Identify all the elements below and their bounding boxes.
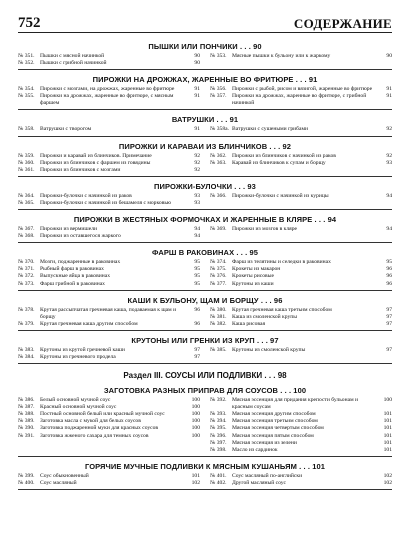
page-ref: 92	[194, 159, 200, 166]
page-ref: 91	[386, 93, 392, 100]
page-ref: 91	[194, 86, 200, 93]
recipe-number: № 392.	[210, 397, 227, 404]
recipe-number: № 391.	[18, 432, 35, 439]
recipe-title: Масло из сардинок	[232, 446, 278, 453]
column-left	[18, 473, 200, 487]
column-left	[18, 307, 200, 328]
column-left	[18, 53, 200, 67]
page-ref: 93	[386, 159, 392, 166]
page-ref: 102	[383, 472, 392, 479]
column-left	[18, 397, 200, 454]
toc-entry	[18, 281, 200, 288]
section-columns	[18, 53, 392, 70]
toc-entry	[210, 226, 392, 233]
section-title: КРУТОНЫ ИЛИ ГРЕНКИ ИЗ КРУП . . . 97	[131, 335, 279, 345]
page-ref: 102	[383, 479, 392, 486]
running-head: СОДЕРЖАНИЕ	[293, 16, 392, 31]
recipe-number: № 358.	[18, 126, 35, 133]
recipe-title: Крутая гречневая каша другим способом	[40, 320, 138, 327]
recipe-number: № 400.	[18, 479, 35, 486]
page-ref: 101	[383, 432, 392, 439]
toc-entry	[210, 473, 392, 480]
recipe-number: № 353.	[210, 53, 227, 59]
page-ref: 95	[194, 266, 200, 273]
section-columns	[18, 193, 392, 210]
toc-section	[18, 211, 392, 243]
page-ref: 102	[191, 479, 200, 486]
page-ref: 93	[194, 192, 200, 199]
column-left	[18, 347, 200, 361]
recipe-number: № 395.	[210, 425, 227, 432]
recipe-title: Пирожки с мозгами, на дрожжах, жаренные во фритюре	[40, 86, 175, 93]
toc-entry	[18, 425, 200, 432]
toc-entry	[18, 321, 200, 328]
page-ref: 100	[191, 404, 200, 411]
section-columns	[18, 307, 392, 331]
section-title: ПИРОЖКИ НА ДРОЖЖАХ, ЖАРЕННЫЕ ВО ФРИТЮРЕ . . . 91	[92, 75, 318, 85]
recipe-title: Пирожки из оставшегося жаркого	[40, 233, 121, 240]
recipe-number: № 365.	[18, 199, 35, 206]
recipe-title: Пышки с мясной начинкой	[40, 53, 105, 59]
recipe-number: № 351.	[18, 53, 35, 59]
page-number: 752	[18, 15, 41, 31]
recipe-title: Крутая гречневая каша третьим способом	[232, 306, 332, 313]
toc-section	[18, 138, 392, 177]
recipe-title: Пирожки из блинчиков с мозгами	[40, 166, 121, 173]
recipe-number: № 372.	[18, 273, 35, 280]
recipe-title: Красный основной мучной соус	[40, 404, 117, 411]
recipe-number: № 386.	[18, 397, 35, 404]
recipe-title: Каша рисовая	[232, 320, 266, 327]
page-ref: 97	[194, 353, 200, 360]
toc-section	[18, 244, 392, 290]
page-ref: 101	[383, 425, 392, 432]
page-ref: 100	[191, 432, 200, 439]
column-right	[210, 473, 392, 487]
recipe-number: № 376.	[210, 273, 227, 280]
toc-entry	[18, 93, 200, 107]
section-columns	[18, 473, 392, 490]
recipe-title: Мясные пышки к бульону или к жаркому	[232, 53, 331, 59]
section-columns	[18, 226, 392, 243]
page-ref: 95	[194, 280, 200, 287]
page-ref: 100	[191, 397, 200, 404]
recipe-title: Фарш из телятины и селедки в раковинах	[232, 259, 331, 266]
recipe-number: № 379.	[18, 320, 35, 327]
page-ref: 92	[386, 126, 392, 133]
section-columns	[18, 153, 392, 177]
recipe-number: № 370.	[18, 259, 35, 266]
recipe-title: Заготовка масла с мукой для белых соусов	[40, 418, 141, 425]
page-ref: 101	[383, 439, 392, 446]
toc-entry	[210, 347, 392, 354]
recipe-number: № 368.	[18, 233, 35, 240]
recipe-title: Соус масляный по-английски	[232, 472, 303, 479]
recipe-number: № 359.	[18, 152, 35, 159]
toc-entry	[18, 167, 200, 174]
page-ref: 96	[194, 306, 200, 313]
recipe-title: Каравай из блинчиков к супам и борщу	[232, 159, 326, 166]
recipe-number: № 402.	[210, 479, 227, 486]
recipe-title: Другой масляный соус	[232, 479, 287, 486]
recipe-number: № 362.	[210, 152, 227, 159]
page-ref: 100	[383, 397, 392, 404]
recipe-number: № 360.	[18, 159, 35, 166]
recipe-number: № 387.	[18, 404, 35, 411]
column-right	[210, 153, 392, 174]
section-title: ФАРШ В РАКОВИНАХ . . . 95	[152, 248, 258, 258]
page-ref: 101	[383, 418, 392, 425]
recipe-title: Соус масляный	[40, 479, 77, 486]
page-ref: 97	[386, 346, 392, 353]
section-title: ГОРЯЧИЕ МУЧНЫЕ ПОДЛИВКИ К МЯСНЫМ КУШАНЬЯМ . . . 101	[84, 461, 326, 471]
page-ref: 97	[386, 313, 392, 320]
recipe-number: № 374.	[210, 259, 227, 266]
recipe-title: Пирожки на дрожжах, жаренные во фритюре, с грибной начинкой	[232, 93, 367, 107]
page-ref: 100	[191, 411, 200, 418]
recipe-title: Крутоны из смоленской крупы	[232, 346, 306, 353]
page-ref: 94	[386, 226, 392, 233]
column-left	[18, 86, 200, 107]
part-title: Раздел III. СОУСЫ ИЛИ ПОДЛИВКИ . . . 98	[123, 371, 287, 381]
toc-section	[18, 38, 392, 70]
toc-entry	[210, 397, 392, 411]
recipe-number: № 396.	[210, 432, 227, 439]
recipe-title: Заготовка жженого сахара для темных соусов	[40, 432, 149, 439]
recipe-number: № 354.	[18, 86, 35, 93]
section-title: ПИРОЖКИ В ЖЕСТЯНЫХ ФОРМОЧКАХ И ЖАРЕННЫЕ В КЛЯРЕ . . . 94	[73, 215, 337, 225]
page-ref: 95	[194, 273, 200, 280]
page-ref: 90	[386, 53, 392, 59]
recipe-title: Пирожки из блинчиков с фаршем из говядины	[40, 159, 151, 166]
column-left	[18, 126, 200, 133]
section-columns	[18, 259, 392, 290]
recipe-number: № 375.	[210, 266, 227, 273]
toc-section	[18, 71, 392, 110]
recipe-title: Крутая рассыпчатая гречневая каша, подаваемая к щам и борщу	[40, 306, 177, 320]
section-columns	[18, 86, 392, 110]
column-right	[210, 126, 392, 133]
page-ref: 90	[194, 53, 200, 59]
recipe-number: № 358а.	[210, 126, 230, 133]
recipe-title: Крутоны из крутой гречневой каши	[40, 346, 125, 353]
recipe-title: Ватрушки с творогом	[40, 126, 92, 133]
recipe-title: Мозги, поджаренные в раковинах	[40, 259, 121, 266]
recipe-title: Фарш грибной в раковинах	[40, 280, 105, 287]
toc-entry	[210, 281, 392, 288]
recipe-title: Мясная эссенция из зелени	[232, 439, 297, 446]
toc-entry	[210, 160, 392, 167]
page-ref: 91	[386, 86, 392, 93]
page-ref: 95	[386, 259, 392, 266]
toc-section	[18, 111, 392, 136]
page-ref: 92	[194, 166, 200, 173]
page-ref: 100	[191, 425, 200, 432]
toc-entry	[18, 60, 200, 67]
page-ref: 91	[194, 93, 200, 100]
toc-entry	[210, 433, 392, 440]
section-title: ВАТРУШКИ . . . 91	[171, 115, 239, 125]
page-ref: 101	[383, 411, 392, 418]
page-ref: 93	[194, 199, 200, 206]
toc-entry	[18, 473, 200, 480]
recipe-number: № 382.	[210, 320, 227, 327]
recipe-number: № 371.	[18, 266, 35, 273]
recipe-title: Заготовка поджаренной муки для красных соусов	[40, 425, 159, 432]
recipe-title: Пирожки из блинчиков с начинкой из раков	[232, 152, 336, 159]
toc-section	[18, 178, 392, 210]
recipe-number: № 366.	[210, 192, 227, 199]
recipe-title: Мясная эссенция другим способом	[232, 411, 316, 418]
column-right	[210, 347, 392, 361]
toc-section	[18, 332, 392, 364]
toc-entry	[210, 480, 392, 487]
toc-entry	[210, 440, 392, 447]
recipe-number: № 381.	[210, 313, 227, 320]
toc-entry	[210, 321, 392, 328]
toc-entry	[210, 266, 392, 273]
page-ref: 92	[194, 152, 200, 159]
column-left	[18, 259, 200, 287]
toc-entry	[210, 153, 392, 160]
page-ref: 97	[386, 320, 392, 327]
toc-entry	[18, 193, 200, 200]
page-ref: 94	[194, 226, 200, 233]
recipe-number: № 369.	[210, 226, 227, 233]
toc-entry	[18, 160, 200, 167]
toc-entry	[210, 53, 392, 60]
toc-entry	[18, 433, 200, 440]
recipe-title: Крутоны из гречневого продела	[40, 353, 116, 360]
toc-entry	[18, 226, 200, 233]
recipe-title: Пирожки-булочки с начинкой из курицы	[232, 192, 329, 199]
table-of-contents	[18, 38, 392, 490]
recipe-title: Мясная эссенция пятым способом	[232, 432, 314, 439]
section-columns	[18, 347, 392, 364]
recipe-number: № 373.	[18, 280, 35, 287]
recipe-number: № 384.	[18, 353, 35, 360]
toc-entry	[210, 307, 392, 314]
toc-entry	[18, 126, 200, 133]
section-title: ЗАГОТОВКА РАЗНЫХ ПРИПРАВ ДЛЯ СОУСОВ . . . 100	[103, 386, 307, 396]
recipe-title: Мясная эссенция третьим способом	[232, 418, 318, 425]
recipe-number: № 389.	[18, 418, 35, 425]
toc-entry	[18, 200, 200, 207]
toc-entry	[210, 425, 392, 432]
recipe-title: Пирожки на дрожжах, жаренные во фритюре, с мясным фаршем	[40, 93, 174, 107]
recipe-number: № 393.	[210, 411, 227, 418]
page-ref: 101	[383, 446, 392, 453]
page-ref: 96	[386, 280, 392, 287]
column-right	[210, 53, 392, 67]
page-ref: 100	[191, 418, 200, 425]
page-header	[18, 10, 392, 33]
toc-entry	[210, 93, 392, 107]
toc-entry	[18, 347, 200, 354]
recipe-number: № 398.	[210, 446, 227, 453]
toc-entry	[210, 447, 392, 454]
recipe-number: № 357.	[210, 93, 227, 100]
page-ref: 96	[386, 266, 392, 273]
recipe-number: № 397.	[210, 439, 227, 446]
column-left	[18, 193, 200, 207]
recipe-number: № 385.	[210, 346, 227, 353]
toc-entry	[18, 307, 200, 321]
recipe-number: № 380.	[210, 306, 227, 313]
page-ref: 97	[386, 306, 392, 313]
recipe-number: № 363.	[210, 159, 227, 166]
page-ref: 96	[386, 273, 392, 280]
recipe-title: Пирожки и каравай из блинчиков. Примечание	[40, 152, 152, 159]
section-title: ПЫШКИ ИЛИ ПОНЧИКИ . . . 90	[148, 42, 262, 51]
recipe-title: Постный основной белый или красный мучной соус	[40, 411, 165, 418]
column-right	[210, 397, 392, 454]
recipe-title: Пышки с грибной начинкой	[40, 60, 107, 67]
column-right	[210, 193, 392, 207]
recipe-title: Рыбный фарш в раковинах	[40, 266, 104, 273]
recipe-number: № 390.	[18, 425, 35, 432]
toc-section	[18, 458, 392, 490]
column-right	[210, 86, 392, 107]
page-ref: 91	[194, 126, 200, 133]
recipe-number: № 356.	[210, 86, 227, 93]
recipe-number: № 388.	[18, 411, 35, 418]
recipe-number: № 361.	[18, 166, 35, 173]
recipe-title: Соус обыкновенный	[40, 472, 89, 479]
recipe-title: Пирожки из вермишели	[40, 226, 97, 233]
recipe-title: Выпускные яйца в раковинах	[40, 273, 111, 280]
column-left	[18, 153, 200, 174]
toc-entry	[18, 273, 200, 280]
recipe-title: Мясная эссенция четвертым способом	[232, 425, 324, 432]
recipe-title: Крутоны из каши	[232, 280, 274, 287]
recipe-number: № 364.	[18, 192, 35, 199]
recipe-number: № 401.	[210, 472, 227, 479]
toc-entry	[18, 233, 200, 240]
page-ref: 95	[194, 259, 200, 266]
recipe-number: № 383.	[18, 346, 35, 353]
page-ref: 94	[194, 233, 200, 240]
toc-entry	[18, 480, 200, 487]
recipe-title: Крокеты из макарон	[232, 266, 281, 273]
recipe-number: № 367.	[18, 226, 35, 233]
recipe-number: № 352.	[18, 60, 35, 67]
page-ref: 101	[191, 472, 200, 479]
recipe-number: № 377.	[210, 280, 227, 287]
section-title: ПИРОЖКИ-БУЛОЧКИ . . . 93	[154, 181, 256, 191]
recipe-number: № 355.	[18, 93, 35, 100]
toc-entry	[210, 273, 392, 280]
recipe-title: Пирожки-булочки с начинкой из бешамеля с морковью	[40, 199, 172, 206]
page-ref: 94	[386, 192, 392, 199]
toc-section	[18, 365, 392, 457]
column-right	[210, 307, 392, 328]
toc-entry	[210, 259, 392, 266]
page-ref: 97	[194, 346, 200, 353]
recipe-title: Крокеты рисовые	[232, 273, 274, 280]
recipe-title: Белый основной мучной соус	[40, 397, 111, 404]
toc-entry	[210, 314, 392, 321]
page-ref: 96	[194, 320, 200, 327]
recipe-number: № 399.	[18, 472, 35, 479]
recipe-title: Пирожки из мозгов в кляре	[232, 226, 298, 233]
recipe-number: № 394.	[210, 418, 227, 425]
section-title: ПИРОЖКИ И КАРАВАИ ИЗ БЛИНЧИКОВ . . . 92	[118, 141, 292, 151]
toc-entry	[210, 126, 392, 133]
section-columns	[18, 397, 392, 457]
column-left	[18, 226, 200, 240]
toc-entry	[18, 153, 200, 160]
section-title: КАШИ К БУЛЬОНУ, ЩАМ И БОРЩУ . . . 96	[127, 295, 283, 305]
toc-entry	[18, 354, 200, 361]
recipe-title: Каша из смоленской крупы	[232, 313, 298, 320]
section-columns	[18, 126, 392, 136]
page-ref: 90	[194, 60, 200, 67]
toc-section	[18, 292, 392, 331]
recipe-title: Пирожки-булочки с начинкой из раков	[40, 192, 132, 199]
column-right	[210, 226, 392, 240]
toc-entry	[210, 193, 392, 200]
recipe-number: № 378.	[18, 306, 35, 313]
recipe-title: Мясная эссенция для придания крепости бульонам и красным соусам	[232, 397, 359, 411]
page-ref: 92	[386, 152, 392, 159]
recipe-title: Пирожки с рыбой, рисом и вязигой, жаренные во фритюре	[232, 86, 373, 93]
recipe-title: Ватрушки с сушеными грибами	[232, 126, 309, 133]
column-right	[210, 259, 392, 287]
